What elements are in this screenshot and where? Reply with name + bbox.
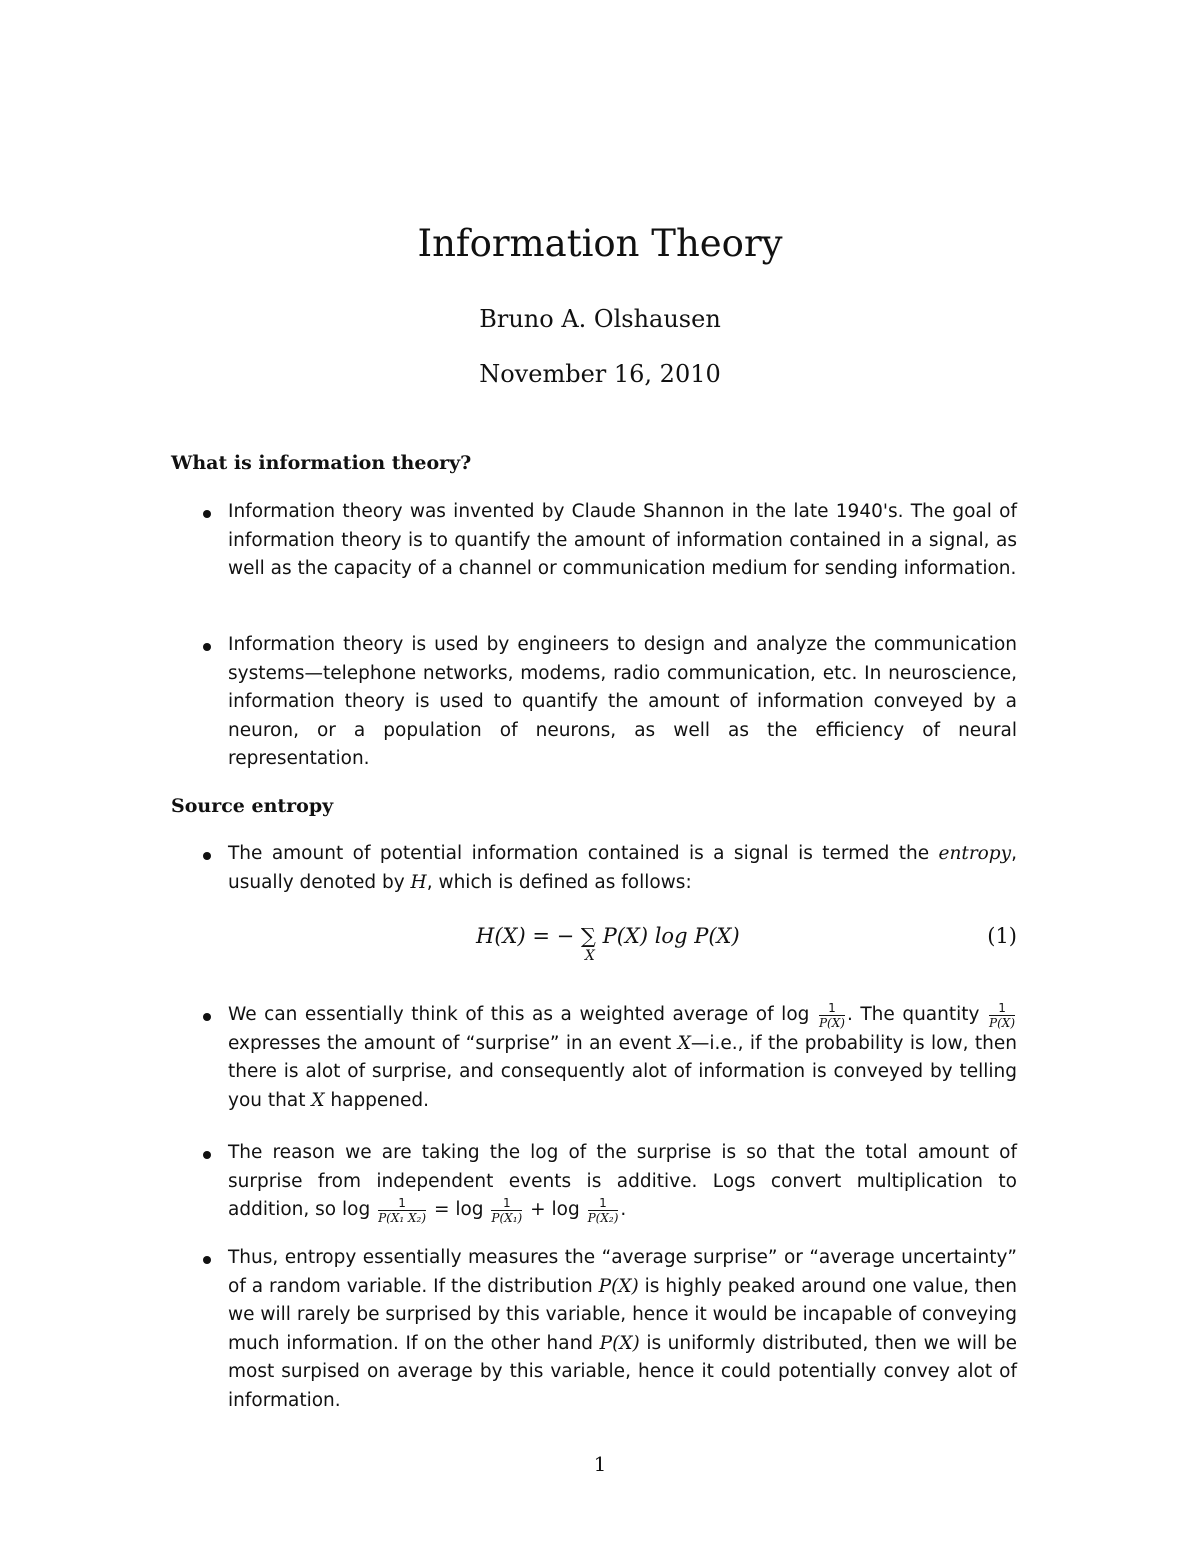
paper-title: Information Theory — [417, 222, 783, 265]
list-item — [228, 840, 1017, 897]
page-number: 1 — [593, 1452, 607, 1476]
list-item — [228, 498, 1017, 584]
bullet-icon — [203, 1151, 211, 1159]
fraction: $\frac{1}{\text{P(X₂)}}$ — [587, 1195, 619, 1225]
fraction: $\frac{1}{P(X)}$ — [989, 1000, 1016, 1030]
bullet-text: Thus, entropy essentially measures the “average surprise” or “average uncertainty” of a random variable. If the distribution P(X) is highly peaked around one value, then we will rarely be surprised by this variable, hence it would be incapable of conveying much information. If on the other hand P(X) is uniformly distributed, then we will be most surpised on average by this variable, hence it could potentially convey alot of information. — [228, 1247, 1017, 1411]
equation-number: (1) — [987, 924, 1017, 948]
bullet-icon — [203, 1013, 211, 1021]
section-heading-what-is: What is information theory? — [171, 452, 472, 474]
author-name: Bruno A. Olshausen — [479, 305, 721, 333]
entropy-equation — [228, 918, 1017, 974]
fraction: $\frac{1}{\text{P(X₁ X₂)}}$ — [378, 1195, 427, 1225]
equation-expression: H(X) = − ∑ X P(X) log P(X) — [476, 924, 740, 964]
fraction: $\frac{1}{\text{P(X₁)}}$ — [491, 1195, 523, 1225]
bullet-text: The amount of potential information contained is a signal is termed the entropy, usually denoted by H, which is defined as follows: — [228, 843, 1017, 893]
list-item — [228, 631, 1017, 774]
bullet-icon — [203, 510, 211, 518]
bullet-icon — [203, 643, 211, 651]
list-item — [228, 1139, 1017, 1225]
bullet-text: Information theory is used by engineers to design and analyze the communication systems—telephone networks, modems, radio communication, etc. In neuroscience, information theory is used to quantify the amount of information conveyed by a neuron, or a population of neurons, as well as the efficiency of neural representation. — [228, 634, 1017, 770]
paper-date: November 16, 2010 — [479, 360, 721, 388]
bullet-icon — [203, 1256, 211, 1264]
fraction: $\frac{1}{P(X)}$ — [818, 1000, 845, 1030]
bullet-text: The reason we are taking the log of the surprise is so that the total amount of surprise from independent events is additive. Logs convert multiplication to addition, so log $\frac{1}{\text{P(X₁ X₂)}}$ = log $\frac{1}{\text{P(X₁)}}$ + log $\frac{1}{\text{P(X₂)}}$ . — [228, 1142, 1017, 1225]
bullet-text: We can essentially think of this as a weighted average of log $\frac{1}{P(X)}$ . The quantity $\frac{1}{P(X)}$ expresses the amount of “surprise” in an event X—i.e., if the probability is low, then there is alot of surprise, and consequently alot of information is conveyed by telling you that X happened. — [228, 1000, 1017, 1111]
list-item — [228, 1001, 1017, 1115]
list-item — [228, 1244, 1017, 1416]
bullet-icon — [203, 852, 211, 860]
section-heading-source-entropy: Source entropy — [171, 795, 334, 817]
summation-symbol: ∑ X — [580, 924, 596, 964]
bullet-text: Information theory was invented by Claude Shannon in the late 1940's. The goal of information theory is to quantify the amount of information contained in a signal, as well as the capacity of a channel or communication medium for sending information. — [228, 501, 1017, 580]
